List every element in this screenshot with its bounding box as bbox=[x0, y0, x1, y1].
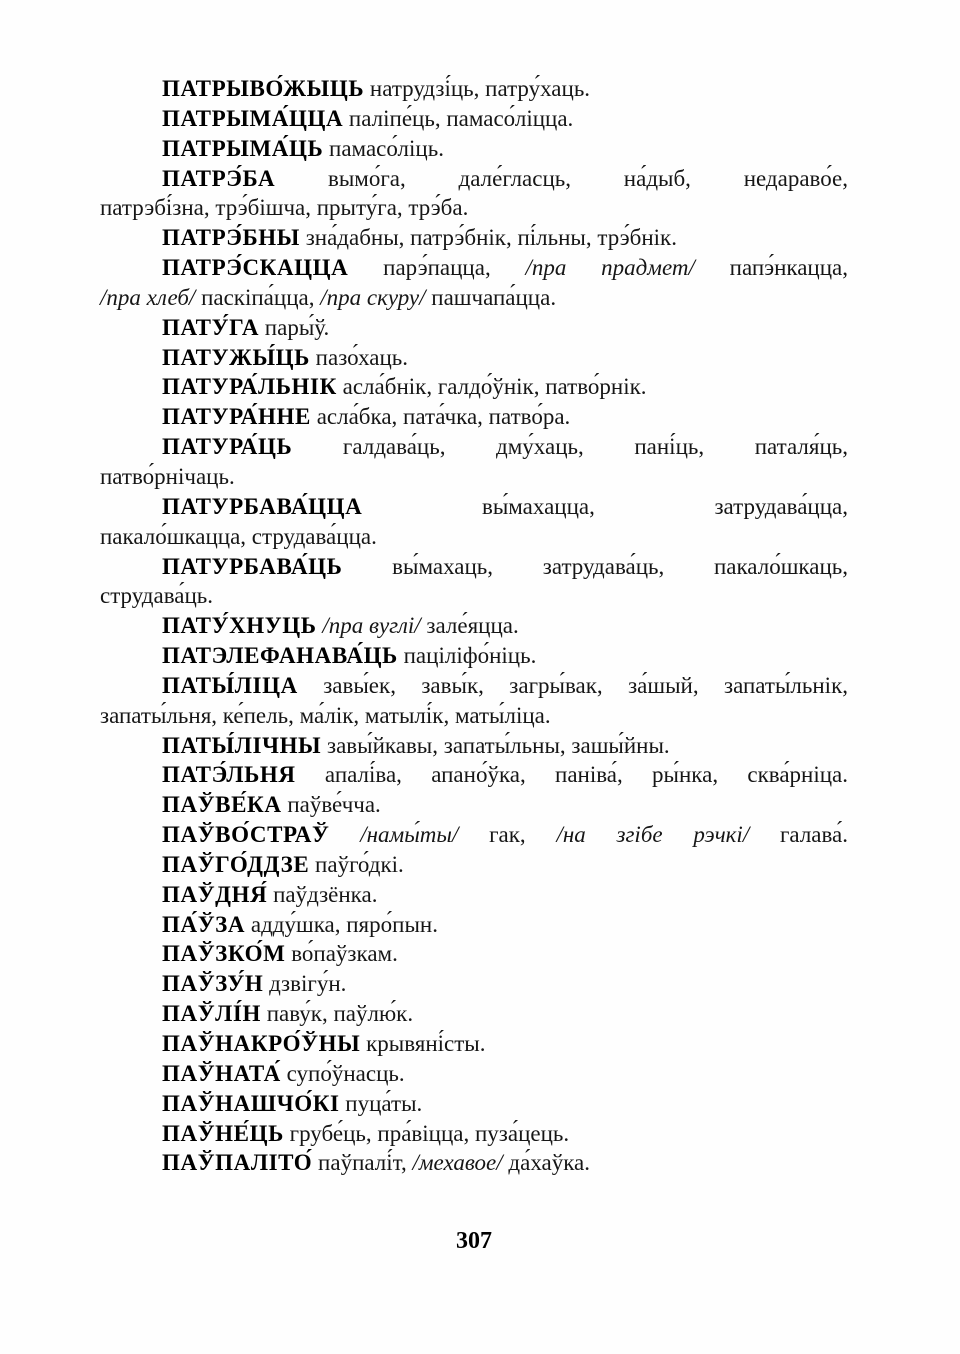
headword: ПАТУРА́ЦЬ bbox=[162, 434, 293, 460]
definition-text: папэ́нкацца, bbox=[694, 255, 848, 281]
headword: ПАЎНАКРО́ЎНЫ bbox=[162, 1031, 361, 1056]
definition-text: парэ́пацца, bbox=[348, 255, 526, 281]
definition-text: грубе́ць, пра́віцца, пуза́цець. bbox=[283, 1120, 570, 1146]
definition-text: да́хаўка. bbox=[502, 1150, 591, 1176]
definition-text: паўпалі́т, bbox=[312, 1150, 413, 1176]
headword: ПАТРЫМА́ЦЦА bbox=[162, 105, 344, 131]
definition-text: пуца́ты. bbox=[339, 1090, 423, 1116]
entry-line bbox=[100, 760, 848, 790]
definition-text: зале́яцца. bbox=[420, 613, 519, 639]
entry-line bbox=[100, 1059, 848, 1089]
headword: ПАЎГО́ДДЗЕ bbox=[162, 851, 310, 877]
entry-line bbox=[100, 1119, 848, 1149]
definition-text: во́паўзкам. bbox=[285, 941, 398, 967]
headword: ПАТЫ́ЛІЧНЫ bbox=[162, 732, 322, 758]
entry-line bbox=[100, 880, 848, 910]
entry-line bbox=[100, 253, 848, 283]
headword: ПАТУЖЫ́ЦЬ bbox=[162, 344, 310, 370]
definition-text: струдава́ць. bbox=[100, 583, 214, 609]
entry-line bbox=[100, 164, 848, 194]
definition-text: крывяні́сты. bbox=[360, 1031, 486, 1056]
entry-line bbox=[100, 492, 848, 522]
definition-text: гак, bbox=[458, 822, 557, 848]
headword: ПАЎЗКО́М bbox=[162, 941, 286, 967]
definition-text: паскіпа́цца, bbox=[195, 284, 321, 310]
entry-line bbox=[100, 671, 848, 701]
entry-line bbox=[100, 372, 848, 402]
usage-note: /намы́ты/ bbox=[360, 822, 459, 848]
usage-note: /пра прадмет/ bbox=[525, 255, 695, 281]
definition-text: вымо́га, дале́гласць, на́дыб, недараво́е, bbox=[275, 165, 848, 191]
entry-line bbox=[100, 283, 848, 313]
entry-line bbox=[100, 134, 848, 164]
definition-text: асла́бнік, галдо́ўнік, патво́рнік. bbox=[336, 374, 647, 400]
headword: ПАТРЫВО́ЖЫЦЬ bbox=[162, 76, 365, 101]
entry-line bbox=[100, 1029, 848, 1059]
headword: ПАТРЫМА́ЦЬ bbox=[162, 135, 324, 161]
definition-text: паву́к, паўлю́к. bbox=[260, 1001, 414, 1027]
definition-text: пашчапа́цца. bbox=[425, 284, 557, 310]
entry-line bbox=[100, 462, 848, 492]
headword: ПАТЫ́ЛІЦА bbox=[162, 672, 298, 698]
usage-note: /пра хлеб/ bbox=[100, 284, 196, 310]
entry-line bbox=[100, 552, 848, 582]
headword: ПА́ЎЗА bbox=[162, 911, 246, 937]
headword: ПАТЭ́ЛЬНЯ bbox=[162, 762, 296, 788]
headword: ПАТРЭ́БА bbox=[162, 165, 276, 191]
headword: ПАТЭЛЕФАНАВА́ЦЬ bbox=[162, 643, 398, 669]
definition-text bbox=[329, 822, 360, 847]
entry-line bbox=[100, 850, 848, 880]
definition-text: супо́ўнасць. bbox=[280, 1060, 405, 1086]
entry-line bbox=[100, 193, 848, 223]
definition-text: пакало́шкацца, струдава́цца. bbox=[100, 523, 377, 549]
definition-text: пары́ў. bbox=[259, 314, 330, 340]
entry-line bbox=[100, 731, 848, 761]
headword: ПАТУ́ХНУЦЬ bbox=[162, 613, 317, 639]
headword: ПАЎНАТА́ bbox=[162, 1060, 281, 1086]
entry-line bbox=[100, 223, 848, 253]
usage-note: /на згібе рэчкі/ bbox=[556, 822, 750, 848]
entry-line bbox=[100, 402, 848, 432]
definition-text: патрэбі́зна, трэ́бішча, прыту́га, трэ́ба. bbox=[100, 195, 469, 221]
definition-text: запаты́льня, ке́пель, ма́лік, матылі́к, маты́ліца. bbox=[100, 702, 551, 728]
entry-line bbox=[100, 939, 848, 969]
definition-text: апалі́ва, апано́ўка, паніва́, ры́нка, сква́рніца. bbox=[295, 762, 848, 788]
entry-line bbox=[100, 611, 848, 641]
headword: ПАТУРА́ННЕ bbox=[162, 404, 311, 430]
definition-text: зна́дабны, патрэ́бнік, пі́льны, трэ́бнік. bbox=[299, 225, 677, 251]
headword: ПАЎДНЯ́ bbox=[162, 881, 268, 907]
headword: ПАТУРБАВА́ЦЬ bbox=[162, 553, 343, 579]
usage-note: /пра вуглі/ bbox=[322, 613, 421, 639]
definition-text: паліпе́ць, памасо́ліцца. bbox=[343, 105, 574, 131]
entry-line bbox=[100, 820, 848, 850]
definition-text: патво́рнічаць. bbox=[100, 463, 235, 489]
definition-text: вы́махацца, затрудава́цца, bbox=[362, 493, 848, 519]
entry-line bbox=[100, 1089, 848, 1119]
definition-text: адду́шка, пяро́пын. bbox=[245, 911, 438, 937]
headword: ПАТУ́ГА bbox=[162, 314, 260, 340]
headword: ПАТУРБАВА́ЦЦА bbox=[162, 493, 363, 519]
entry-line bbox=[100, 641, 848, 671]
entry-line bbox=[100, 1148, 848, 1178]
entry-line bbox=[100, 432, 848, 462]
page-number: 307 bbox=[456, 1228, 492, 1254]
definition-text: завы́ек, завы́к, загры́вак, за́шый, запаты́льнік, bbox=[297, 672, 848, 698]
entry-line bbox=[100, 104, 848, 134]
definition-text: дзвігу́н. bbox=[263, 971, 347, 997]
entry-line bbox=[100, 999, 848, 1029]
entry-line bbox=[100, 790, 848, 820]
headword: ПАЎНАШЧО́КІ bbox=[162, 1090, 340, 1116]
headword: ПАТУРА́ЛЬНІК bbox=[162, 374, 337, 400]
usage-note: /пра скуру/ bbox=[320, 284, 426, 310]
definition-text: вы́махаць, затрудава́ць, пакало́шкаць, bbox=[342, 553, 848, 579]
entry-line bbox=[100, 74, 848, 104]
usage-note: /мехавое/ bbox=[412, 1150, 503, 1176]
entry-line bbox=[100, 910, 848, 940]
headword: ПАЎЛІ́Н bbox=[162, 1001, 261, 1027]
entry-line bbox=[100, 969, 848, 999]
entry-line bbox=[100, 701, 848, 731]
entry-line bbox=[100, 313, 848, 343]
definition-text: асла́бка, пата́чка, патво́ра. bbox=[310, 404, 571, 430]
headword: ПАТРЭ́СКАЦЦА bbox=[162, 255, 349, 281]
definition-text: паўве́чча. bbox=[281, 792, 381, 818]
definition-text: пазо́хаць. bbox=[309, 344, 409, 370]
definition-text: паўго́дкі. bbox=[309, 851, 404, 877]
entry-line bbox=[100, 343, 848, 373]
headword: ПАТРЭ́БНЫ bbox=[162, 225, 300, 251]
headword: ПАЎЗУ́Н bbox=[162, 971, 264, 997]
entry-line bbox=[100, 522, 848, 552]
headword: ПАЎВО́СТРАЎ bbox=[162, 822, 330, 848]
definition-text: паціліфо́ніць. bbox=[397, 643, 537, 669]
definition-text: памасо́ліць. bbox=[323, 135, 444, 161]
definition-text: галава́. bbox=[749, 822, 849, 848]
entry-line bbox=[100, 581, 848, 611]
headword: ПАЎПАЛІТО́ bbox=[162, 1150, 313, 1176]
definition-text: паўдзёнка. bbox=[267, 881, 378, 907]
definition-text: натрудзі́ць, патру́хаць. bbox=[364, 76, 591, 101]
headword: ПАЎНЕ́ЦЬ bbox=[162, 1120, 284, 1146]
definition-text: завы́йкавы, запаты́льны, зашы́йны. bbox=[321, 732, 670, 758]
dictionary-text-block bbox=[100, 74, 848, 1178]
definition-text: галдава́ць, дму́хаць, пані́ць, паталя́ць, bbox=[292, 434, 848, 460]
headword: ПАЎВЕ́КА bbox=[162, 792, 282, 818]
